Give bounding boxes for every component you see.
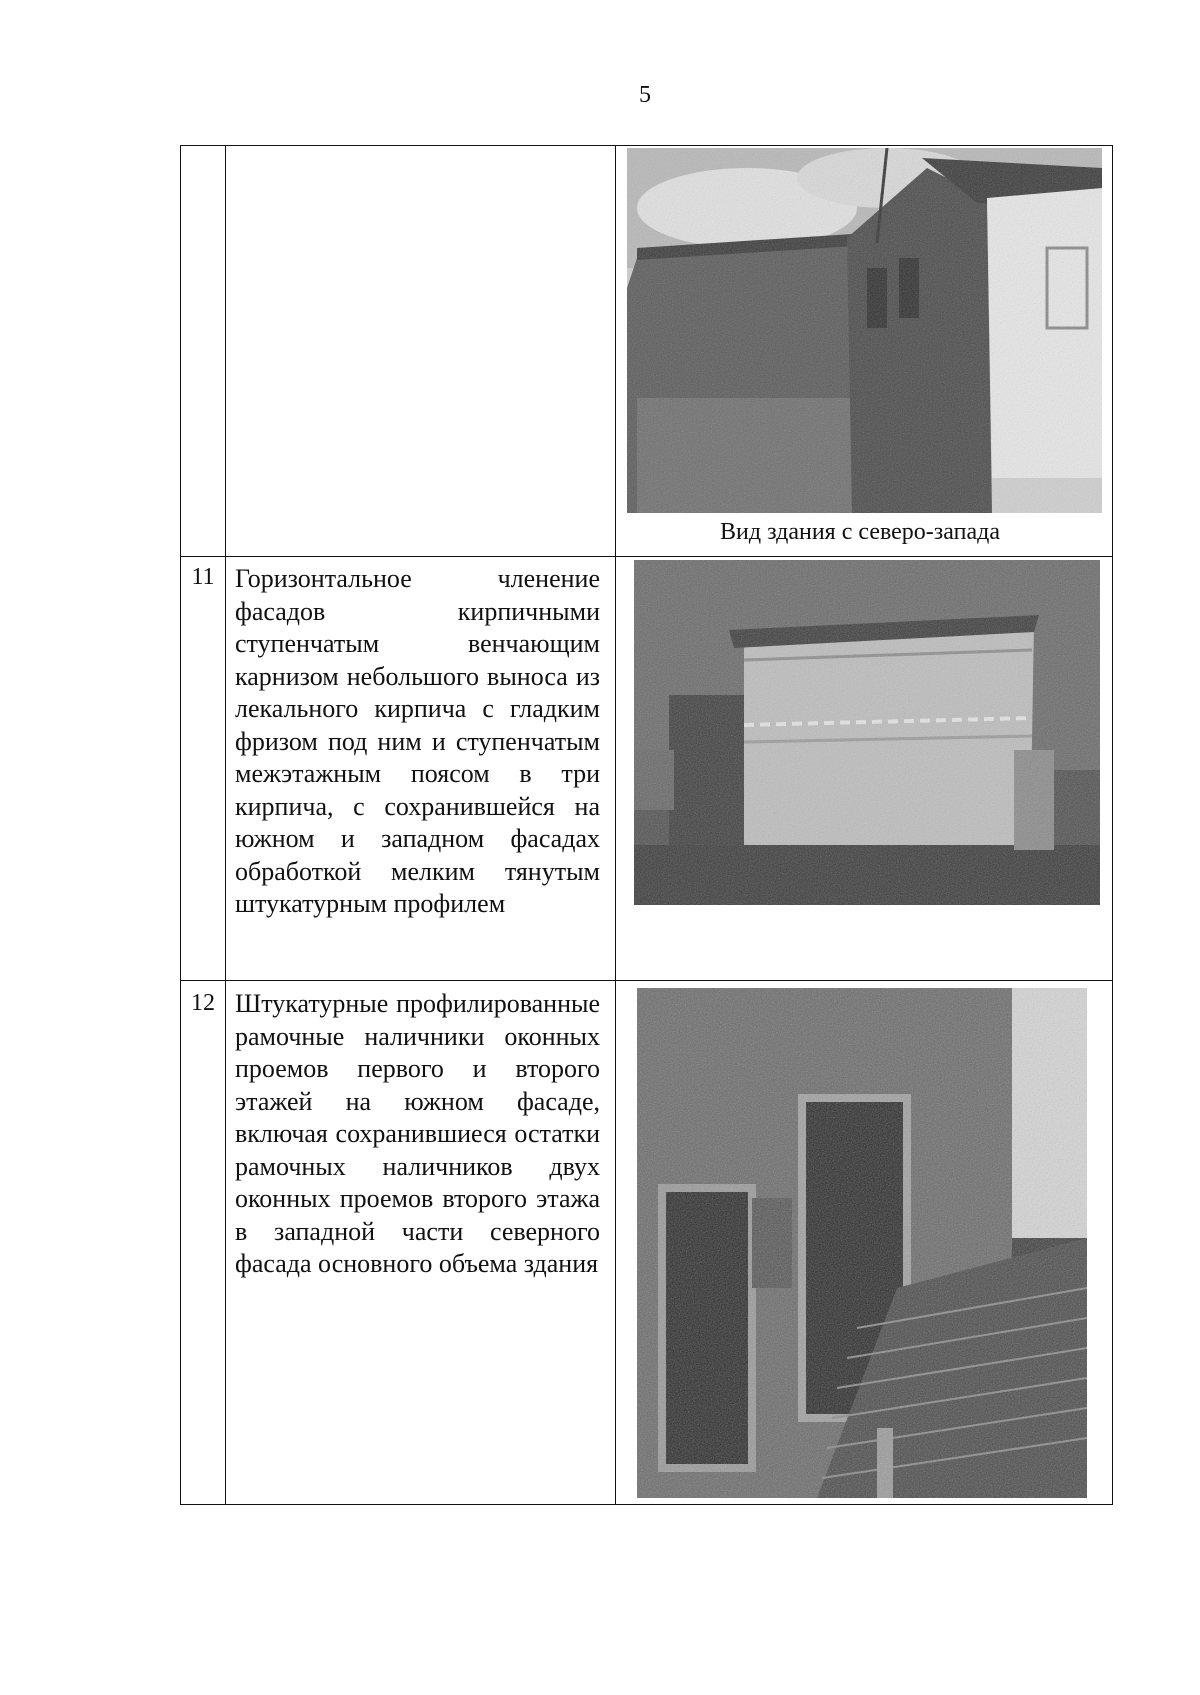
table-border-right xyxy=(1112,145,1113,1505)
south-facade-cornice-photo xyxy=(634,560,1100,905)
building-northwest-photo xyxy=(627,148,1102,513)
table-border-top xyxy=(180,145,1113,146)
window-surrounds-photo xyxy=(637,988,1087,1498)
row-number: 12 xyxy=(191,990,215,1016)
table-row-divider-2 xyxy=(180,980,1113,981)
row-number: 11 xyxy=(191,564,215,590)
table-column-divider-1 xyxy=(225,145,226,1505)
table-border-left xyxy=(180,145,181,1505)
element-description: Штукатурные профилированные рамочные наличники оконных проемов первого и второго этажей на южном фасаде, включая сохранившиеся остатки рамочных наличников двух оконных проемов второго этажа в западной части северного фасада основного объема здания xyxy=(235,989,600,1278)
table-border-bottom xyxy=(180,1504,1113,1505)
page-number: 5 xyxy=(639,82,651,108)
element-description: Горизонтальное членение фасадов кирпичными ступенчатым венчающим карнизом небольшого выноса из лекального кирпича с гладким фризом под ним и ступенчатым межэтажным поясом в три кирпича, с сохранившейся на южном и западном фасадах обработкой мелким тянутым штукатурным профилем xyxy=(235,564,600,918)
photo-caption: Вид здания с северо-запада xyxy=(720,519,1000,545)
table-column-divider-2 xyxy=(615,145,616,1505)
table-row-divider-1 xyxy=(180,556,1113,557)
